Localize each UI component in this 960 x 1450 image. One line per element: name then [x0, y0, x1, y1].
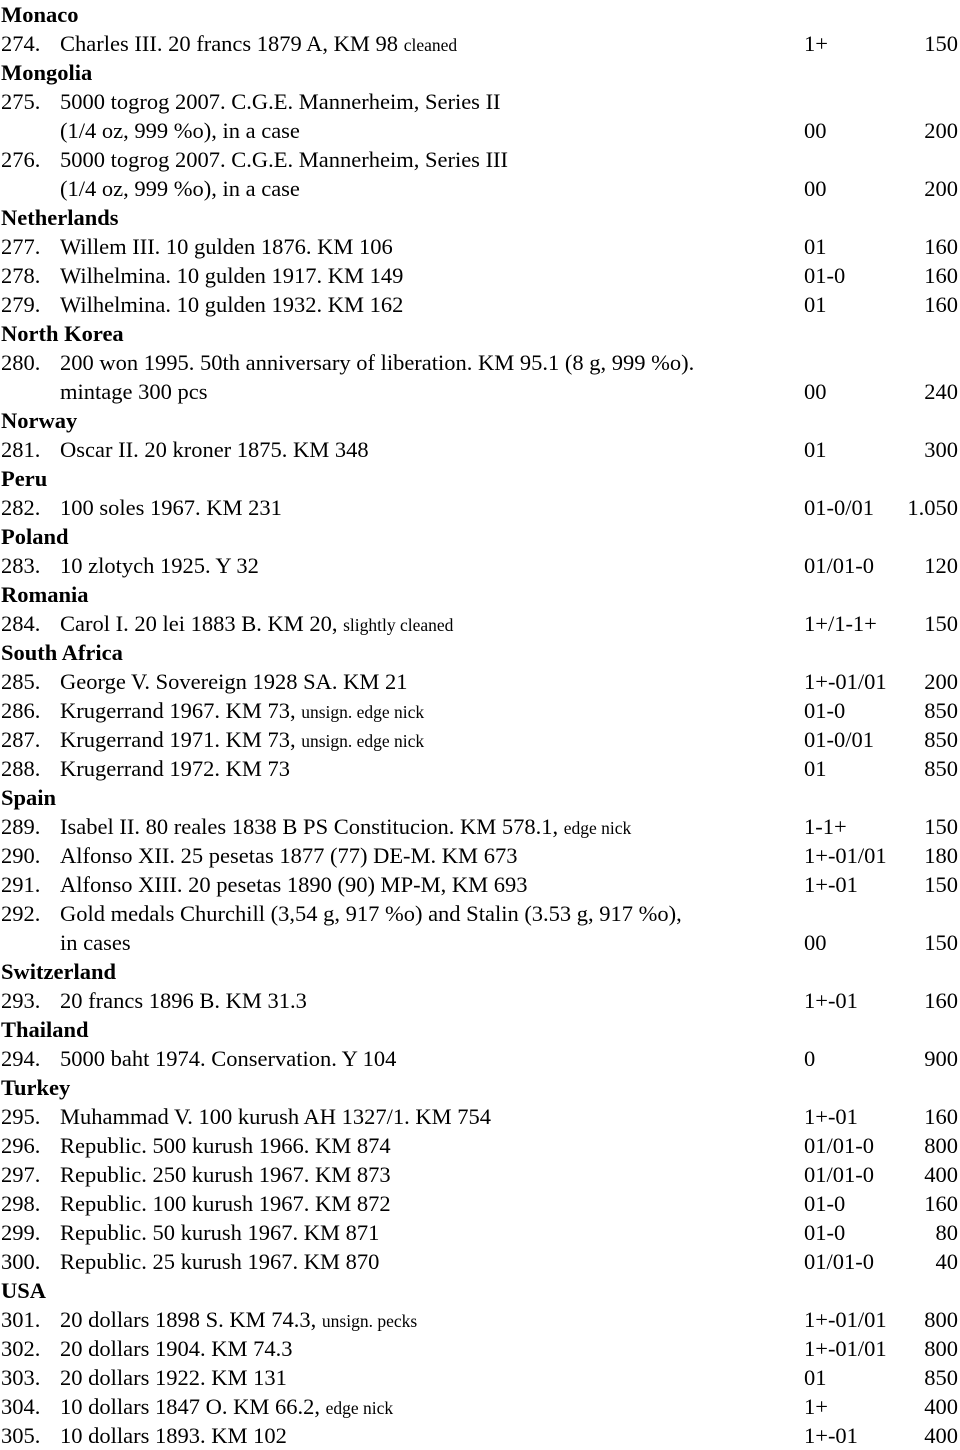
lot-price: 900: [924, 1046, 958, 1071]
lot-price: 850: [924, 756, 958, 781]
lot-row: [0, 1247, 960, 1276]
lot-row: [0, 87, 960, 116]
lot-grade: 1+-01/01: [804, 1336, 887, 1361]
lot-description: [60, 1044, 396, 1073]
lot-description-text: Alfonso XIII. 20 pesetas 1890 (90) MP-M, KM 693: [60, 872, 528, 897]
lot-number: 287.: [1, 727, 41, 752]
lot-row: [0, 1044, 960, 1073]
lot-condition-note: slightly cleaned: [343, 615, 454, 635]
country-heading: [0, 58, 960, 87]
lot-grade: 00: [804, 930, 827, 955]
lot-grade: 01-0: [804, 1191, 846, 1216]
lot-description: [60, 1189, 391, 1218]
lot-description-text: 20 francs 1896 B. KM 31.3: [60, 988, 307, 1013]
lot-grade: 1+-01: [804, 988, 858, 1013]
lot-description: [60, 725, 424, 756]
lot-grade: 1+-01/01: [804, 843, 887, 868]
lot-grade: 1-1+: [804, 814, 847, 839]
lot-description: [60, 986, 307, 1015]
lot-price: 80: [935, 1220, 958, 1245]
lot-row: [0, 1392, 960, 1421]
lot-description-text: 100 soles 1967. KM 231: [60, 495, 282, 520]
lot-description: [60, 493, 282, 522]
lot-row: [0, 899, 960, 928]
lot-description-text: Isabel II. 80 reales 1838 B PS Constitucion. KM 578.1,: [60, 814, 559, 839]
lot-description-text: 200 won 1995. 50th anniversary of liberation. KM 95.1 (8 g, 999 %o).: [60, 350, 695, 375]
lot-description-text: Charles III. 20 francs 1879 A, KM 98: [60, 31, 399, 56]
lot-number: 277.: [1, 234, 41, 259]
lot-number: 305.: [1, 1423, 41, 1448]
country-heading: [0, 406, 960, 435]
lot-grade: 01/01-0: [804, 1133, 874, 1158]
lot-grade: 01: [804, 756, 827, 781]
lot-description-text: George V. Sovereign 1928 SA. KM 21: [60, 669, 408, 694]
lot-price: 200: [924, 118, 958, 143]
lot-price: 160: [924, 292, 958, 317]
lot-description-text: (1/4 oz, 999 %o), in a case: [60, 118, 300, 143]
lot-row: [0, 1334, 960, 1363]
lot-condition-note: cleaned: [403, 35, 458, 55]
lot-price: 120: [924, 553, 958, 578]
lot-number: 297.: [1, 1162, 41, 1187]
lot-price: 160: [924, 988, 958, 1013]
lot-row: [0, 290, 960, 319]
lot-price: 40: [935, 1249, 958, 1274]
lot-number: 278.: [1, 263, 41, 288]
lot-description-text: 20 dollars 1904. KM 74.3: [60, 1336, 293, 1361]
lot-number: 283.: [1, 553, 41, 578]
country-name: Netherlands: [1, 205, 119, 230]
lot-description: [60, 609, 453, 640]
country-heading: [0, 522, 960, 551]
lot-number: 281.: [1, 437, 41, 462]
lot-grade: 01-0/01: [804, 495, 874, 520]
lot-condition-note: edge nick: [563, 818, 632, 838]
lot-grade: 1+-01: [804, 872, 858, 897]
lot-number: 291.: [1, 872, 41, 897]
lot-number: 290.: [1, 843, 41, 868]
lot-description: [60, 174, 300, 203]
lot-row: [0, 609, 960, 638]
lot-row: [0, 1421, 960, 1450]
lot-description-text: 5000 baht 1974. Conservation. Y 104: [60, 1046, 397, 1071]
lot-description: [60, 551, 259, 580]
lot-grade: 1+: [804, 1394, 828, 1419]
lot-grade: 1+/1-1+: [804, 611, 877, 636]
lot-description-text: 5000 togrog 2007. C.G.E. Mannerheim, Series III: [60, 147, 509, 172]
lot-row: [0, 667, 960, 696]
lot-description-text: Oscar II. 20 kroner 1875. KM 348: [60, 437, 369, 462]
lot-description: [60, 1102, 491, 1131]
lot-description: [60, 1160, 391, 1189]
country-name: Poland: [1, 524, 69, 549]
country-heading: [0, 464, 960, 493]
lot-price: 150: [924, 872, 958, 897]
lot-description: [60, 290, 403, 319]
lot-condition-note: unsign. pecks: [321, 1311, 418, 1331]
lot-number: 304.: [1, 1394, 41, 1419]
lot-row: [0, 696, 960, 725]
lot-row: [0, 1189, 960, 1218]
lot-description-text: Republic. 500 kurush 1966. KM 874: [60, 1133, 391, 1158]
lot-price: 150: [924, 930, 958, 955]
lot-number: 288.: [1, 756, 41, 781]
lot-row: [0, 928, 960, 957]
country-heading: [0, 1276, 960, 1305]
country-heading: [0, 957, 960, 986]
lot-grade: 1+-01/01: [804, 1307, 887, 1332]
lot-description-text: 20 dollars 1922. KM 131: [60, 1365, 287, 1390]
lot-price: 400: [924, 1394, 958, 1419]
lot-number: 275.: [1, 89, 41, 114]
lot-description: [60, 696, 424, 727]
lot-row: [0, 232, 960, 261]
lot-description-text: Republic. 25 kurush 1967. KM 870: [60, 1249, 380, 1274]
lot-row: [0, 145, 960, 174]
lot-description-text: Gold medals Churchill (3,54 g, 917 %o) and Stalin (3.53 g, 917 %o),: [60, 901, 682, 926]
lot-grade: 01-0: [804, 698, 846, 723]
lot-number: 303.: [1, 1365, 41, 1390]
lot-condition-note: edge nick: [325, 1398, 394, 1418]
lot-description: [60, 1421, 287, 1450]
lot-description-text: 20 dollars 1898 S. KM 74.3,: [60, 1307, 317, 1332]
lot-number: 294.: [1, 1046, 41, 1071]
country-name: North Korea: [1, 321, 124, 346]
country-heading: [0, 580, 960, 609]
lot-price: 150: [924, 814, 958, 839]
lot-row: [0, 841, 960, 870]
country-heading: [0, 1073, 960, 1102]
lot-condition-note: unsign. edge nick: [301, 702, 425, 722]
lot-price: 850: [924, 1365, 958, 1390]
lot-number: 285.: [1, 669, 41, 694]
lot-row: [0, 1363, 960, 1392]
lot-description-text: Krugerrand 1967. KM 73,: [60, 698, 296, 723]
lot-description-text: mintage 300 pcs: [60, 379, 208, 404]
country-name: South Africa: [1, 640, 123, 665]
lot-description: [60, 1247, 379, 1276]
lot-description: [60, 435, 369, 464]
lot-number: 286.: [1, 698, 41, 723]
lot-description-text: 10 dollars 1893. KM 102: [60, 1423, 287, 1448]
lot-grade: 01/01-0: [804, 1249, 874, 1274]
country-heading: [0, 783, 960, 812]
lot-description-text: 10 zlotych 1925. Y 32: [60, 553, 259, 578]
lot-description: [60, 1131, 391, 1160]
lot-grade: 00: [804, 379, 827, 404]
lot-price: 800: [924, 1307, 958, 1332]
lot-condition-note: unsign. edge nick: [301, 731, 425, 751]
lot-description: [60, 1363, 287, 1392]
lot-price: 160: [924, 1191, 958, 1216]
country-name: USA: [1, 1278, 47, 1303]
lot-grade: 1+-01: [804, 1104, 858, 1129]
country-name: Norway: [1, 408, 78, 433]
lot-number: 298.: [1, 1191, 41, 1216]
lot-description-text: Willem III. 10 gulden 1876. KM 106: [60, 234, 393, 259]
country-name: Peru: [1, 466, 48, 491]
country-heading: [0, 1015, 960, 1044]
lot-price: 160: [924, 234, 958, 259]
country-heading: [0, 319, 960, 348]
lot-row: [0, 986, 960, 1015]
lot-description: [60, 870, 527, 899]
lot-description-text: in cases: [60, 930, 131, 955]
lot-row: [0, 870, 960, 899]
lot-grade: 00: [804, 176, 827, 201]
lot-row: [0, 1218, 960, 1247]
lot-price: 300: [924, 437, 958, 462]
lot-row: [0, 1102, 960, 1131]
lot-description-text: 5000 togrog 2007. C.G.E. Mannerheim, Series II: [60, 89, 501, 114]
lot-row: [0, 261, 960, 290]
lot-grade: 01: [804, 437, 827, 462]
lot-description-text: (1/4 oz, 999 %o), in a case: [60, 176, 300, 201]
lot-description: [60, 899, 682, 928]
lot-row: [0, 1305, 960, 1334]
lot-description: [60, 261, 403, 290]
lot-number: 296.: [1, 1133, 41, 1158]
lot-grade: 01/01-0: [804, 1162, 874, 1187]
lot-row: [0, 29, 960, 58]
lot-number: 279.: [1, 292, 41, 317]
country-name: Monaco: [1, 2, 79, 27]
lot-description: [60, 841, 517, 870]
lot-row: [0, 348, 960, 377]
lot-number: 276.: [1, 147, 41, 172]
lot-description-text: 10 dollars 1847 O. KM 66.2,: [60, 1394, 320, 1419]
lot-description-text: Krugerrand 1971. KM 73,: [60, 727, 296, 752]
lot-description: [60, 1334, 293, 1363]
lot-row: [0, 493, 960, 522]
lot-description: [60, 1392, 393, 1423]
lot-row: [0, 812, 960, 841]
lot-price: 160: [924, 1104, 958, 1129]
country-heading: [0, 0, 960, 29]
lot-price: 1.050: [907, 495, 958, 520]
lot-row: [0, 551, 960, 580]
lot-price: 160: [924, 263, 958, 288]
lot-grade: 0: [804, 1046, 816, 1071]
lot-description: [60, 1218, 379, 1247]
lot-description: [60, 377, 207, 406]
lot-row: [0, 1131, 960, 1160]
country-name: Switzerland: [1, 959, 116, 984]
lot-number: 302.: [1, 1336, 41, 1361]
lot-grade: 1+-01/01: [804, 669, 887, 694]
country-name: Spain: [1, 785, 57, 810]
lot-price: 400: [924, 1162, 958, 1187]
lot-description: [60, 232, 393, 261]
country-name: Thailand: [1, 1017, 89, 1042]
country-name: Romania: [1, 582, 89, 607]
lot-price: 150: [924, 611, 958, 636]
lot-grade: 1+: [804, 31, 828, 56]
lot-row: [0, 1160, 960, 1189]
lot-number: 300.: [1, 1249, 41, 1274]
lot-price: 240: [924, 379, 958, 404]
country-heading: [0, 203, 960, 232]
lot-description-text: Wilhelmina. 10 gulden 1917. KM 149: [60, 263, 404, 288]
country-heading: [0, 638, 960, 667]
lot-description: [60, 928, 131, 957]
lot-grade: 01-0: [804, 263, 846, 288]
lot-grade: 01: [804, 234, 827, 259]
lot-description-text: Republic. 50 kurush 1967. KM 871: [60, 1220, 380, 1245]
lot-number: 280.: [1, 350, 41, 375]
country-name: Turkey: [1, 1075, 71, 1100]
lot-grade: 01-0/01: [804, 727, 874, 752]
lot-description-text: Wilhelmina. 10 gulden 1932. KM 162: [60, 292, 404, 317]
lot-number: 299.: [1, 1220, 41, 1245]
lot-price: 800: [924, 1336, 958, 1361]
lot-number: 284.: [1, 611, 41, 636]
lot-number: 289.: [1, 814, 41, 839]
lot-description: [60, 1305, 417, 1336]
lot-price: 800: [924, 1133, 958, 1158]
lot-grade: 01/01-0: [804, 553, 874, 578]
lot-price: 850: [924, 727, 958, 752]
lot-description-text: Republic. 100 kurush 1967. KM 872: [60, 1191, 391, 1216]
lot-row: [0, 174, 960, 203]
lot-grade: 00: [804, 118, 827, 143]
lot-number: 274.: [1, 31, 41, 56]
lot-description-text: Krugerrand 1972. KM 73: [60, 756, 290, 781]
lot-price: 400: [924, 1423, 958, 1448]
lot-description: [60, 812, 631, 843]
lot-description: [60, 667, 408, 696]
lot-description-text: Muhammad V. 100 kurush AH 1327/1. KM 754: [60, 1104, 492, 1129]
lot-row: [0, 116, 960, 145]
lot-description: [60, 754, 290, 783]
lot-price: 180: [924, 843, 958, 868]
lot-description: [60, 348, 694, 377]
country-name: Mongolia: [1, 60, 93, 85]
lot-description: [60, 116, 300, 145]
lot-grade: 01-0: [804, 1220, 846, 1245]
lot-grade: 01: [804, 292, 827, 317]
lot-description: [60, 87, 501, 116]
lot-row: [0, 754, 960, 783]
lot-number: 295.: [1, 1104, 41, 1129]
lot-grade: 01: [804, 1365, 827, 1390]
lot-number: 293.: [1, 988, 41, 1013]
lot-description: [60, 29, 457, 60]
lot-row: [0, 377, 960, 406]
lot-description-text: Alfonso XII. 25 pesetas 1877 (77) DE-M. KM 673: [60, 843, 518, 868]
lot-description-text: Carol I. 20 lei 1883 B. KM 20,: [60, 611, 338, 636]
lot-price: 150: [924, 31, 958, 56]
lot-row: [0, 435, 960, 464]
lot-description: [60, 145, 508, 174]
lot-number: 301.: [1, 1307, 41, 1332]
lot-price: 200: [924, 176, 958, 201]
lot-number: 292.: [1, 901, 41, 926]
lot-price: 850: [924, 698, 958, 723]
lot-description-text: Republic. 250 kurush 1967. KM 873: [60, 1162, 391, 1187]
lot-grade: 1+-01: [804, 1423, 858, 1448]
lot-price: 200: [924, 669, 958, 694]
lot-number: 282.: [1, 495, 41, 520]
lot-row: [0, 725, 960, 754]
